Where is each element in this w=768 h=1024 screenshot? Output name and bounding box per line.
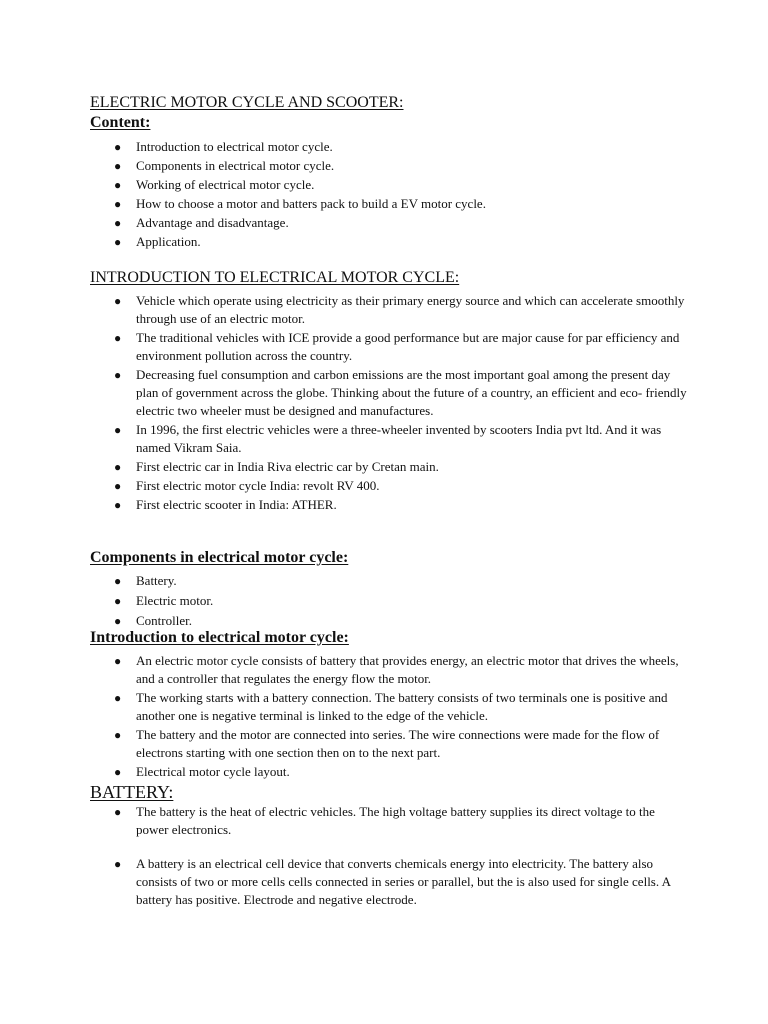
list-item: ● In 1996, the first electric vehicles were a three-wheeler invented by scooters India pvt ltd. And it was named Vikram Saia. [114, 422, 662, 455]
list-item: ● An electric motor cycle consists of battery that provides energy, an electric motor that drives the wheels, and a controller that regulates the energy flow the motor. [114, 653, 679, 686]
list-item: ● Advantage and disadvantage. [114, 215, 289, 230]
list-item: ● How to choose a motor and batters pack to build a EV motor cycle. [114, 196, 486, 211]
list-item: ● Battery. [114, 573, 177, 588]
bullet-icon: ● [114, 294, 122, 308]
bullet-icon: ● [114, 159, 122, 173]
bullet-icon: ● [114, 479, 122, 493]
list-item: ● First electric car in India Riva electric car by Cretan main. [114, 459, 439, 474]
list-item: ● The traditional vehicles with ICE provide a good performance but are major cause for par efficiency and environment pollution across the country. [114, 330, 680, 363]
list-item: ● Controller. [114, 613, 192, 628]
intro2-list [0, 652, 768, 782]
list-item: ● First electric scooter in India: ATHER. [114, 497, 337, 512]
list-item: ● First electric motor cycle India: revolt RV 400. [114, 478, 380, 493]
content-list [0, 138, 768, 252]
bullet-icon: ● [114, 140, 122, 154]
bullet-icon: ● [114, 498, 122, 512]
bullet-icon: ● [114, 805, 122, 819]
list-item: ● A battery is an electrical cell device that converts chemicals energy into electricity. The battery also consists of two or more cells cells connected in series or parallel, but the is also used for single cells. A battery has positive. Electrode and negative electrode. [114, 856, 671, 907]
bullet-icon: ● [114, 460, 122, 474]
battery-heading: BATTERY: [90, 782, 174, 802]
list-item: ● Electric motor. [114, 593, 214, 608]
components-list [0, 572, 768, 632]
bullet-icon: ● [114, 423, 122, 437]
bullet-icon: ● [114, 594, 122, 608]
intro-heading: INTRODUCTION TO ELECTRICAL MOTOR CYCLE: [90, 269, 460, 286]
intro-list [0, 292, 768, 515]
bullet-icon: ● [114, 614, 122, 628]
bullet-icon: ● [114, 654, 122, 668]
components-heading: Components in electrical motor cycle: [90, 549, 349, 566]
list-item: ● Decreasing fuel consumption and carbon emissions are the most important goal among the present day plan of government across the globe. Thinking about the future of a country, an efficient and eco- friendly electric two wheeler must be designed and manufactures. [114, 367, 687, 418]
bullet-icon: ● [114, 691, 122, 705]
list-item: ● Electrical motor cycle layout. [114, 764, 290, 779]
list-item: ● Introduction to electrical motor cycle. [114, 139, 333, 154]
bullet-icon: ● [114, 197, 122, 211]
bullet-icon: ● [114, 857, 122, 871]
bullet-icon: ● [114, 216, 122, 230]
bullet-icon: ● [114, 368, 122, 382]
bullet-icon: ● [114, 765, 122, 779]
bullet-icon: ● [114, 728, 122, 742]
bullet-icon: ● [114, 574, 122, 588]
bullet-icon: ● [114, 178, 122, 192]
list-item: ● The working starts with a battery connection. The battery consists of two terminals one is positive and another one is negative terminal is linked to the edge of the vehicle. [114, 690, 668, 723]
battery-list [0, 803, 768, 909]
list-item: ● Application. [114, 234, 201, 249]
list-item: ● Vehicle which operate using electricity as their primary energy source and which can accelerate smoothly through use of an electric motor. [114, 293, 685, 326]
bullet-icon: ● [114, 235, 122, 249]
list-item: ● The battery and the motor are connected into series. The wire connections were made for the flow of electrons starting with one section then on to the next part. [114, 727, 660, 760]
bullet-icon: ● [114, 331, 122, 345]
list-item: ● Working of electrical motor cycle. [114, 177, 315, 192]
list-item: ● Components in electrical motor cycle. [114, 158, 335, 173]
content-heading: Content: [90, 114, 151, 131]
list-item: ● The battery is the heat of electric vehicles. The high voltage battery supplies its direct voltage to the power electronics. [114, 804, 655, 837]
document-title: ELECTRIC MOTOR CYCLE AND SCOOTER: [90, 94, 404, 111]
intro2-heading: Introduction to electrical motor cycle: [90, 629, 349, 646]
